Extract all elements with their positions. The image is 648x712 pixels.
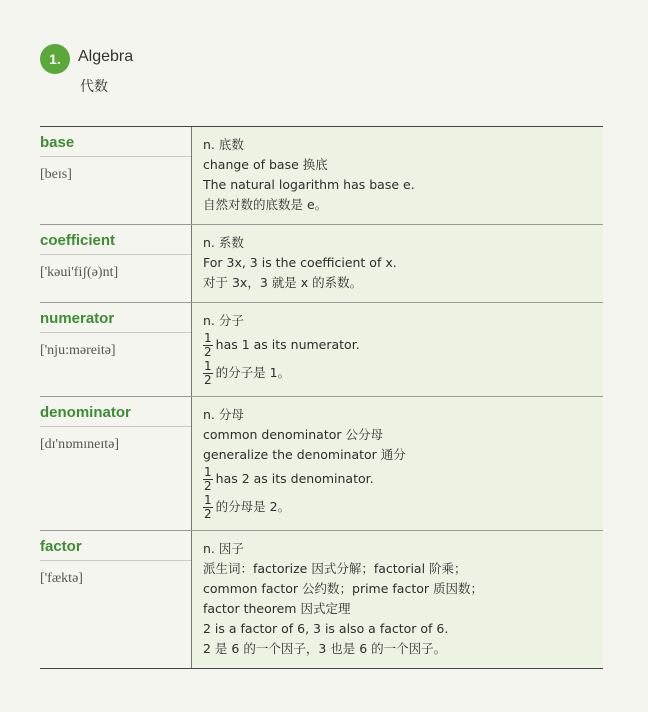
entry-term-cell xyxy=(40,225,192,302)
definition-line: 2 is a factor of 6, 3 is also a factor of 6. xyxy=(203,621,449,636)
section-subtitle: 代数 xyxy=(80,79,108,95)
entry-term-cell xyxy=(40,397,192,530)
entry-row xyxy=(40,531,603,669)
fraction-example-text: has 2 as its denominator. xyxy=(215,471,374,486)
section-number-badge xyxy=(40,44,70,74)
definition-line: common denominator 公分母 xyxy=(203,427,384,442)
entry-word: numerator xyxy=(40,303,191,333)
entry-word: base xyxy=(40,127,191,157)
fraction-denominator: 2 xyxy=(204,479,212,493)
definition-line: n. 分子 xyxy=(203,313,244,328)
entry-phonetic: ['kəui'fiʃ(ə)nt] xyxy=(40,265,119,280)
definition-line: 自然对数的底数是 e。 xyxy=(203,197,328,212)
fraction-denominator: 2 xyxy=(204,345,212,359)
definition-line: n. 分母 xyxy=(203,407,244,422)
definition-line: 2 是 6 的一个因子，3 也是 6 的一个因子。 xyxy=(203,641,447,656)
entry-word: coefficient xyxy=(40,225,191,255)
entry-row xyxy=(40,225,603,303)
entry-phonetic: [dɪ'nɒmɪneɪtə] xyxy=(40,437,120,452)
entry-phonetic: ['nju:məreitə] xyxy=(40,343,116,358)
definition-line: n. 系数 xyxy=(203,235,244,250)
fraction-example xyxy=(203,331,593,359)
fraction-example xyxy=(203,493,593,521)
fraction-example xyxy=(203,465,593,493)
definition-line: common factor 公约数；prime factor 质因数； xyxy=(203,581,483,596)
entry-word: factor xyxy=(40,531,191,561)
entry-row xyxy=(40,397,603,531)
fraction-numerator: 1 xyxy=(204,359,212,373)
entry-definition-cell xyxy=(192,303,603,396)
definition-line: The natural logarithm has base e. xyxy=(203,177,415,192)
entry-phonetic: [beɪs] xyxy=(40,167,72,182)
section-title: Algebra xyxy=(78,48,134,65)
fraction-example xyxy=(203,359,593,387)
entry-definition-cell xyxy=(192,531,603,668)
definition-line: 派生词：factorize 因式分解；factorial 阶乘； xyxy=(203,561,467,576)
entry-definition-cell xyxy=(192,225,603,302)
entry-term-cell xyxy=(40,303,192,396)
definition-line: generalize the denominator 通分 xyxy=(203,447,406,462)
fraction-denominator: 2 xyxy=(204,507,212,521)
entry-definition-cell xyxy=(192,127,603,224)
fraction-example-text: 的分子是 1。 xyxy=(215,365,291,380)
definition-line: 对于 3x，3 就是 x 的系数。 xyxy=(203,275,363,290)
definition-line: factor theorem 因式定理 xyxy=(203,601,351,616)
entry-row xyxy=(40,303,603,397)
fraction xyxy=(203,466,213,493)
entry-term-cell xyxy=(40,531,192,668)
fraction xyxy=(203,332,213,359)
fraction xyxy=(203,360,213,387)
fraction-example-text: 的分母是 2。 xyxy=(215,499,291,514)
fraction-numerator: 1 xyxy=(204,465,212,479)
fraction xyxy=(203,494,213,521)
definition-line: n. 因子 xyxy=(203,541,244,556)
section-number: 1. xyxy=(49,51,61,67)
fraction-example-text: has 1 as its numerator. xyxy=(215,337,360,352)
entry-definition-cell xyxy=(192,397,603,530)
fraction-numerator: 1 xyxy=(204,331,212,345)
fraction-numerator: 1 xyxy=(204,493,212,507)
definition-line: change of base 换底 xyxy=(203,157,328,172)
definition-line: For 3x, 3 is the coefficient of x. xyxy=(203,255,397,270)
entry-phonetic: ['fæktə] xyxy=(40,571,83,586)
vocabulary-table xyxy=(40,126,603,669)
definition-line: n. 底数 xyxy=(203,137,244,152)
entry-term-cell xyxy=(40,127,192,224)
entry-word: denominator xyxy=(40,397,191,427)
fraction-denominator: 2 xyxy=(204,373,212,387)
entry-row xyxy=(40,127,603,225)
